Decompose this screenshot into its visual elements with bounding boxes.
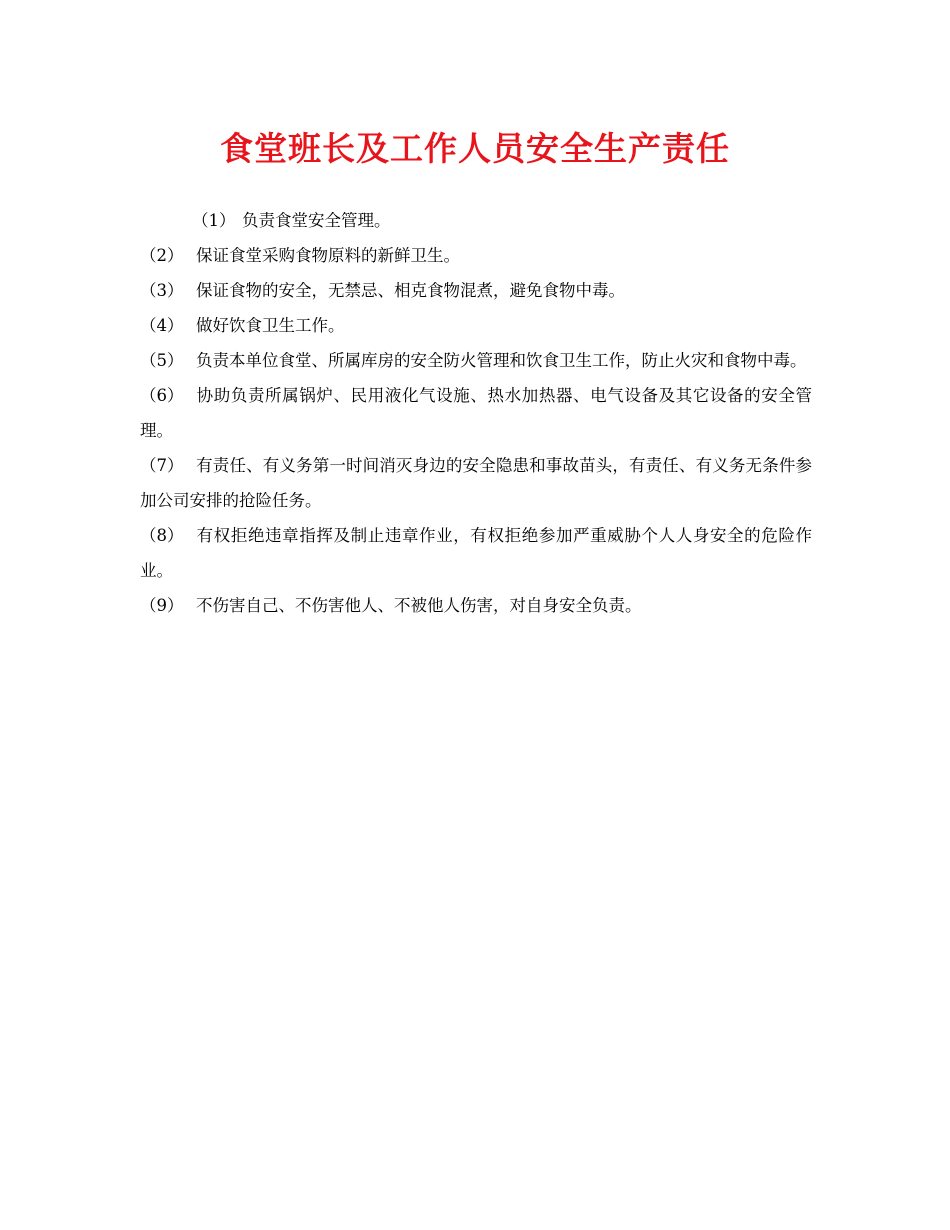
clause-text: 有权拒绝违章指挥及制止违章作业，有权拒绝参加严重威胁个人人身安全的危险作业。 xyxy=(140,526,812,580)
document-title: 食堂班长及工作人员安全生产责任 xyxy=(220,129,730,168)
clause-item xyxy=(140,238,812,273)
clause-number: （9） xyxy=(140,596,184,615)
clause-number: （7） xyxy=(140,456,184,475)
clause-number: （6） xyxy=(140,386,184,405)
clause-text: 有责任、有义务第一时间消灭身边的安全隐患和事故苗头，有责任、有义务无条件参加公司安排的抢险任务。 xyxy=(140,456,812,510)
clause-number: （3） xyxy=(140,281,184,300)
clause-number: （2） xyxy=(140,246,184,265)
clause-item xyxy=(140,203,812,238)
clause-number: （8） xyxy=(140,526,184,545)
clause-item xyxy=(140,378,812,448)
clause-item xyxy=(140,518,812,588)
clause-text: 负责食堂安全管理。 xyxy=(242,211,391,230)
clause-item xyxy=(140,588,812,623)
clause-item xyxy=(140,343,812,378)
clause-number: （4） xyxy=(140,316,184,335)
clause-text: 不伤害自己、不伤害他人、不被他人伤害，对自身安全负责。 xyxy=(196,596,642,615)
clause-item xyxy=(140,273,812,308)
clause-text: 协助负责所属锅炉、民用液化气设施、热水加热器、电气设备及其它设备的安全管理。 xyxy=(140,386,812,440)
clause-item xyxy=(140,308,812,343)
clause-text: 保证食堂采购食物原料的新鲜卫生。 xyxy=(196,246,460,265)
clause-text: 负责本单位食堂、所属库房的安全防火管理和饮食卫生工作，防止火灾和食物中毒。 xyxy=(196,351,807,370)
clause-number: （5） xyxy=(140,351,184,370)
clause-text: 保证食物的安全，无禁忌、相克食物混煮，避免食物中毒。 xyxy=(196,281,625,300)
clause-text: 做好饮食卫生工作。 xyxy=(196,316,345,335)
clause-list xyxy=(140,203,812,623)
clause-item xyxy=(140,448,812,518)
clause-number: （1） xyxy=(192,211,236,230)
